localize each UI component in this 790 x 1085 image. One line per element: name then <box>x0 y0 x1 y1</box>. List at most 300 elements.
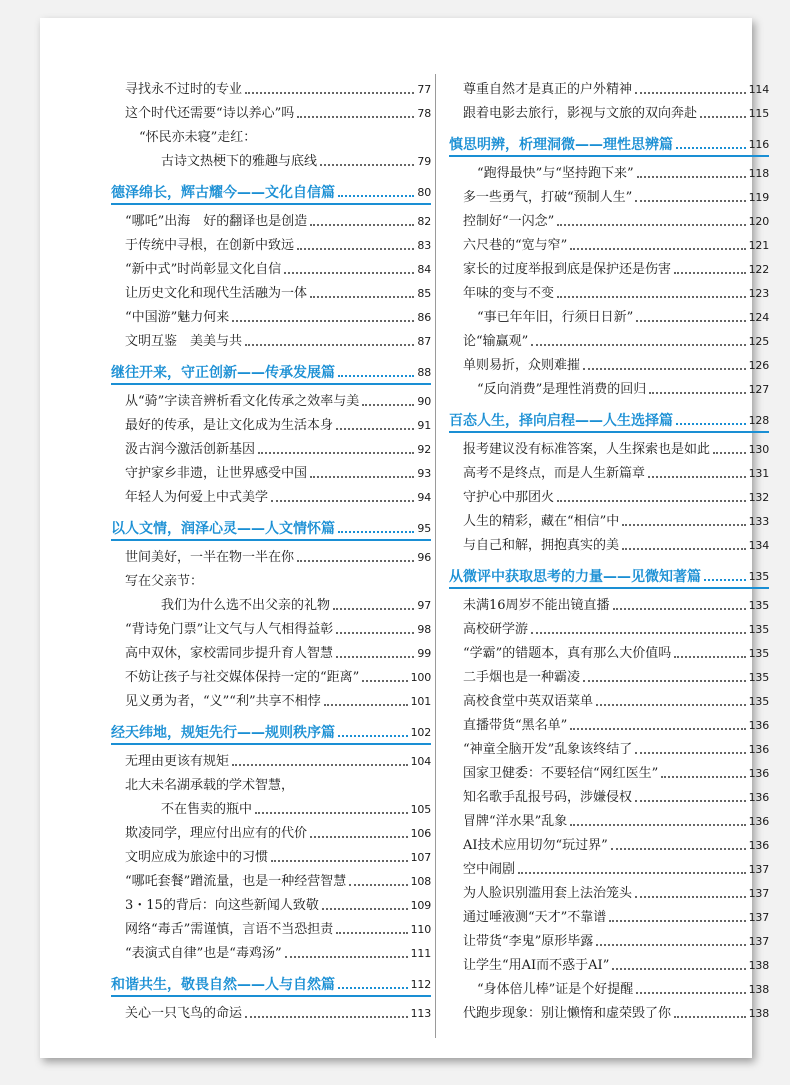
section-underline <box>449 431 769 433</box>
section-title: 和谐共生，敬畏自然——人与自然篇 <box>111 977 335 993</box>
toc-entry <box>111 328 431 350</box>
page-number: 135 <box>748 599 769 612</box>
section-underline <box>111 383 431 385</box>
page-number: 131 <box>748 467 769 480</box>
toc-entry <box>449 664 769 686</box>
dot-leader <box>648 476 746 478</box>
page-number: 137 <box>748 935 769 948</box>
entry-title: 这个时代还需要“诗以养心”吗 <box>125 106 295 121</box>
toc-section-heading <box>111 359 431 381</box>
toc-entry <box>449 616 769 638</box>
entry-title: 高校食堂中英双语菜单 <box>463 694 594 709</box>
toc-entry <box>449 100 769 122</box>
dot-leader <box>258 452 414 454</box>
dot-leader <box>336 632 414 634</box>
dot-leader <box>310 296 414 298</box>
page-number: 88 <box>417 366 431 379</box>
dot-leader <box>613 608 746 610</box>
toc-entry <box>449 760 769 782</box>
dot-leader <box>676 147 746 149</box>
toc-entry <box>111 460 431 482</box>
section-title: 从微评中获取思考的力量——见微知著篇 <box>449 569 701 585</box>
page-number: 137 <box>748 863 769 876</box>
toc-entry <box>111 640 431 662</box>
page-number: 130 <box>748 443 769 456</box>
toc-entry <box>449 328 769 350</box>
entry-title: 最好的传承，是让文化成为生活本身 <box>125 418 334 433</box>
dot-leader <box>245 92 414 94</box>
page-number: 97 <box>417 599 431 612</box>
dot-leader <box>285 956 408 958</box>
entry-title: “怀民亦未寝”走红： <box>139 130 257 145</box>
page-number: 128 <box>748 414 769 427</box>
entry-title: 高校研学游 <box>463 622 529 637</box>
entry-title: 与自己和解，拥抱真实的美 <box>463 538 620 553</box>
entry-title: 文明应成为旅途中的习惯 <box>125 850 269 865</box>
page-number: 118 <box>748 167 769 180</box>
page-number: 93 <box>417 467 431 480</box>
dot-leader <box>338 375 414 377</box>
page-number: 124 <box>748 311 769 324</box>
entry-title: AI技术应用切勿“玩过界” <box>463 838 608 853</box>
page-number: 91 <box>417 419 431 432</box>
entry-title: 年轻人为何爱上中式美学 <box>125 490 269 505</box>
page-number: 136 <box>748 719 769 732</box>
entry-title: 知名歌手乱报号码，涉嫌侵权 <box>463 790 633 805</box>
entry-title: 无理由更该有规矩 <box>125 754 230 769</box>
dot-leader <box>336 656 414 658</box>
dot-leader <box>362 404 414 406</box>
toc-section-heading <box>449 131 769 153</box>
entry-title: “跑得最快”与“坚持跑下来” <box>477 166 634 181</box>
entry-title: 于传统中寻根，在创新中致远 <box>125 238 295 253</box>
toc-entry <box>111 1000 431 1022</box>
page-number: 104 <box>410 755 431 768</box>
dot-leader <box>245 344 414 346</box>
dot-leader <box>676 423 746 425</box>
page-number: 138 <box>748 959 769 972</box>
toc-entry <box>111 772 431 794</box>
toc-entry <box>111 844 431 866</box>
dot-leader <box>232 320 414 322</box>
page-number: 100 <box>410 671 431 684</box>
toc-entry <box>111 916 431 938</box>
toc-section-heading <box>449 407 769 429</box>
page-number: 105 <box>410 803 431 816</box>
toc-entry <box>111 76 431 98</box>
toc-entry <box>449 280 769 302</box>
toc-section-heading <box>111 515 431 537</box>
dot-leader <box>255 812 408 814</box>
dot-leader <box>704 579 746 581</box>
dot-leader <box>636 992 745 994</box>
toc-entry <box>449 484 769 506</box>
toc-entry <box>449 160 769 182</box>
toc-entry <box>111 412 431 434</box>
entry-title: 从“骑”字读音辨析看文化传承之效率与美 <box>125 394 360 409</box>
dot-leader <box>245 1016 408 1018</box>
page-number: 135 <box>748 671 769 684</box>
toc-entry <box>449 592 769 614</box>
entry-title: 我们为什么选不出父亲的礼物 <box>161 598 331 613</box>
dot-leader <box>596 704 746 706</box>
entry-title: 冒牌“洋水果”乱象 <box>463 814 568 829</box>
entry-title: 跟着电影去旅行，影视与文旅的双向奔赴 <box>463 106 698 121</box>
dot-leader <box>596 944 745 946</box>
entry-title: 直播带货“黑名单” <box>463 718 568 733</box>
page-number: 92 <box>417 443 431 456</box>
page-number: 119 <box>748 191 769 204</box>
entry-title: 代跑步现象：别让懒惰和虚荣毁了你 <box>463 1006 672 1021</box>
section-underline <box>111 743 431 745</box>
dot-leader <box>557 296 746 298</box>
page-number: 87 <box>417 335 431 348</box>
toc-entry <box>449 256 769 278</box>
page-number: 86 <box>417 311 431 324</box>
section-title: 以人文情，润泽心灵——人文情怀篇 <box>111 521 335 537</box>
page-number: 110 <box>410 923 431 936</box>
entry-title: 年味的变与不变 <box>463 286 555 301</box>
entry-title: 网络“毒舌”需谨慎，言语不当恐担责 <box>125 922 334 937</box>
dot-leader <box>635 200 745 202</box>
page-number: 83 <box>417 239 431 252</box>
dot-leader <box>338 531 414 533</box>
entry-title: “表演式自律”也是“毒鸡汤” <box>125 946 282 961</box>
toc-entry <box>111 616 431 638</box>
dot-leader <box>583 368 746 370</box>
entry-title: 写在父亲节： <box>125 574 204 589</box>
dot-leader <box>674 272 746 274</box>
entry-title: “事已年年旧，行须日日新” <box>477 310 634 325</box>
entry-title: “哪吒”出海 好的翻译也是创造 <box>125 214 308 229</box>
section-title: 经天纬地，规矩先行——规则秩序篇 <box>111 725 335 741</box>
dot-leader <box>622 548 746 550</box>
dot-leader <box>637 176 746 178</box>
entry-title: 汲古润今激活创新基因 <box>125 442 256 457</box>
toc-entry <box>449 784 769 806</box>
page-number: 137 <box>748 911 769 924</box>
dot-leader <box>310 836 408 838</box>
dot-leader <box>310 476 414 478</box>
dot-leader <box>622 524 745 526</box>
entry-title: 3・15的背后：向这些新闻人致敬 <box>125 898 319 913</box>
entry-title: 尊重自然才是真正的户外精神 <box>463 82 633 97</box>
entry-title: “身体倍儿棒”证是个好提醒 <box>477 982 634 997</box>
page-number: 115 <box>748 107 769 120</box>
entry-title: 论“输赢观” <box>463 334 529 349</box>
page-number: 135 <box>748 623 769 636</box>
toc-entry <box>449 352 769 374</box>
entry-title: 不在售卖的瓶中 <box>161 802 253 817</box>
toc-section-heading <box>449 563 769 585</box>
toc-entry <box>111 388 431 410</box>
entry-title: 欺凌同学，理应付出应有的代价 <box>125 826 308 841</box>
page-number: 125 <box>748 335 769 348</box>
page-number: 99 <box>417 647 431 660</box>
entry-title: 让学生“用AI而不惑于AI” <box>463 958 610 973</box>
dot-leader <box>583 680 746 682</box>
toc-entry <box>449 184 769 206</box>
dot-leader <box>649 392 745 394</box>
dot-leader <box>297 116 414 118</box>
toc-entry <box>111 304 431 326</box>
dot-leader <box>635 896 746 898</box>
page-number: 85 <box>417 287 431 300</box>
entry-title: “学霸”的错题本，真有那么大价值吗 <box>463 646 672 661</box>
page-number: 133 <box>748 515 769 528</box>
toc-entry <box>111 148 431 170</box>
dot-leader <box>338 987 408 989</box>
entry-title: 古诗文热梗下的雅趣与底线 <box>161 154 318 169</box>
toc-entry <box>449 976 769 998</box>
dot-leader <box>557 224 745 226</box>
dot-leader <box>336 428 414 430</box>
page-number: 126 <box>748 359 769 372</box>
toc-entry <box>449 460 769 482</box>
toc-entry <box>111 544 431 566</box>
entry-title: 二手烟也是一种霸凌 <box>463 670 581 685</box>
entry-title: 控制好“一闪念” <box>463 214 555 229</box>
toc-entry <box>111 256 431 278</box>
section-title: 慎思明辨，析理洞微——理性思辨篇 <box>449 137 673 153</box>
page-number: 90 <box>417 395 431 408</box>
page-number: 77 <box>417 83 431 96</box>
dot-leader <box>674 1016 746 1018</box>
dot-leader <box>322 908 408 910</box>
toc-entry <box>111 208 431 230</box>
entry-title: 报考建议没有标准答案，人生探索也是如此 <box>463 442 711 457</box>
dot-leader <box>320 164 414 166</box>
dot-leader <box>271 500 414 502</box>
page-number: 136 <box>748 791 769 804</box>
page-number: 123 <box>748 287 769 300</box>
dot-leader <box>636 320 745 322</box>
page-number: 127 <box>748 383 769 396</box>
page-number: 111 <box>410 947 431 960</box>
entry-title: 高考不是终点，而是人生新篇章 <box>463 466 646 481</box>
page-number: 135 <box>748 647 769 660</box>
entry-title: “哪吒套餐”蹭流量，也是一种经营智慧 <box>125 874 347 889</box>
page-number: 102 <box>410 726 431 739</box>
entry-title: 守护心中那团火 <box>463 490 555 505</box>
dot-leader <box>661 776 745 778</box>
section-underline <box>111 995 431 997</box>
page-number: 135 <box>748 695 769 708</box>
toc-section-heading <box>111 971 431 993</box>
entry-title: 家长的过度举报到底是保护还是伤害 <box>463 262 672 277</box>
toc-entry <box>111 484 431 506</box>
section-underline <box>111 539 431 541</box>
dot-leader <box>635 800 746 802</box>
toc-entry <box>111 748 431 770</box>
dot-leader <box>635 752 745 754</box>
dot-leader <box>333 608 414 610</box>
entry-title: 世间美好，一半在物一半在你 <box>125 550 295 565</box>
page-number: 135 <box>748 570 769 583</box>
dot-leader <box>612 968 745 970</box>
dot-leader <box>570 728 745 730</box>
dot-leader <box>284 272 414 274</box>
page-number: 113 <box>410 1007 431 1020</box>
dot-leader <box>324 704 408 706</box>
toc-entry <box>449 832 769 854</box>
entry-title: 让历史文化和现代生活融为一体 <box>125 286 308 301</box>
entry-title: “中国游”魅力何来 <box>125 310 230 325</box>
page-number: 122 <box>748 263 769 276</box>
dot-leader <box>531 344 745 346</box>
page-number: 120 <box>748 215 769 228</box>
entry-title: “神童全脑开发”乱象该终结了 <box>463 742 633 757</box>
page-number: 136 <box>748 743 769 756</box>
dot-leader <box>570 248 745 250</box>
dot-leader <box>362 680 407 682</box>
toc-entry <box>111 688 431 710</box>
page-number: 98 <box>417 623 431 636</box>
page-number: 107 <box>410 851 431 864</box>
toc-entry <box>449 76 769 98</box>
page-number: 136 <box>748 767 769 780</box>
toc-entry <box>111 124 431 146</box>
page-number: 136 <box>748 815 769 828</box>
toc-entry <box>111 820 431 842</box>
toc-entry <box>111 796 431 818</box>
page-number: 121 <box>748 239 769 252</box>
dot-leader <box>349 884 407 886</box>
toc-entry <box>449 508 769 530</box>
dot-leader <box>310 224 414 226</box>
dot-leader <box>570 824 745 826</box>
toc-entry <box>449 952 769 974</box>
entry-title: 多一些勇气，打破“预制人生” <box>463 190 633 205</box>
toc-entry <box>111 568 431 590</box>
dot-leader <box>271 860 408 862</box>
page-number: 94 <box>417 491 431 504</box>
toc-entry <box>111 232 431 254</box>
dot-leader <box>557 500 746 502</box>
toc-entry <box>111 436 431 458</box>
toc-entry <box>449 808 769 830</box>
page-number: 96 <box>417 551 431 564</box>
entry-title: 高中双休，家校需同步提升育人智慧 <box>125 646 334 661</box>
toc-entry <box>111 892 431 914</box>
page-number: 79 <box>417 155 431 168</box>
dot-leader <box>518 872 746 874</box>
entry-title: 国家卫健委：不要轻信“网红医生” <box>463 766 659 781</box>
toc-entry <box>449 1000 769 1022</box>
page-number: 84 <box>417 263 431 276</box>
toc-entry <box>449 376 769 398</box>
dot-leader <box>531 632 746 634</box>
toc-entry <box>111 868 431 890</box>
dot-leader <box>297 560 414 562</box>
dot-leader <box>338 735 408 737</box>
dot-leader <box>674 656 745 658</box>
entry-title: 不妨让孩子与社交媒体保持一定的“距离” <box>125 670 360 685</box>
entry-title: 守护家乡非遗，让世界感受中国 <box>125 466 308 481</box>
page-number: 80 <box>417 186 431 199</box>
entry-title: 见义勇为者，“义”“利”共享不相悖 <box>125 694 321 709</box>
entry-title: 通过唾液测“天才”不靠谱 <box>463 910 607 925</box>
entry-title: 文明互鉴 美美与共 <box>125 334 243 349</box>
entry-title: 六尺巷的“宽与窄” <box>463 238 568 253</box>
dot-leader <box>713 452 746 454</box>
toc-entry <box>449 232 769 254</box>
toc-entry <box>449 304 769 326</box>
dot-leader <box>609 920 745 922</box>
entry-title: 未满16周岁不能出镜直播 <box>463 598 610 613</box>
toc-entry <box>449 436 769 458</box>
page-number: 116 <box>748 138 769 151</box>
toc-entry <box>449 208 769 230</box>
page-number: 106 <box>410 827 431 840</box>
entry-title: 空中闹剧 <box>463 862 516 877</box>
book-toc-page <box>40 18 769 1058</box>
toc-entry <box>449 856 769 878</box>
page-number: 78 <box>417 107 431 120</box>
entry-title: 单则易折，众则难摧 <box>463 358 581 373</box>
toc-entry <box>111 100 431 122</box>
dot-leader <box>635 92 746 94</box>
toc-section-heading <box>111 179 431 201</box>
dot-leader <box>338 195 414 197</box>
dot-leader <box>336 932 407 934</box>
toc-entry <box>449 904 769 926</box>
page-number: 82 <box>417 215 431 228</box>
section-underline <box>449 587 769 589</box>
entry-title: 关心一只飞鸟的命运 <box>125 1006 243 1021</box>
toc-entry <box>111 280 431 302</box>
entry-title: “新中式”时尚彰显文化自信 <box>125 262 282 277</box>
toc-entry <box>449 532 769 554</box>
toc-entry <box>111 664 431 686</box>
section-title: 百态人生，择向启程——人生选择篇 <box>449 413 673 429</box>
page-number: 137 <box>748 887 769 900</box>
section-underline <box>111 203 431 205</box>
page-number: 101 <box>410 695 431 708</box>
entry-title: 为人脸识别滥用套上法治笼头 <box>463 886 633 901</box>
entry-title: 北大未名湖承载的学术智慧， <box>125 778 295 793</box>
page-number: 114 <box>748 83 769 96</box>
dot-leader <box>611 848 746 850</box>
page-number: 132 <box>748 491 769 504</box>
toc-entry <box>449 736 769 758</box>
toc-entry <box>111 592 431 614</box>
entry-title: “背诗免门票”让文气与人气相得益彰 <box>125 622 334 637</box>
dot-leader <box>297 248 414 250</box>
toc-entry <box>449 928 769 950</box>
section-title: 继往开来，守正创新——传承发展篇 <box>111 365 335 381</box>
toc-section-heading <box>111 719 431 741</box>
page-number: 112 <box>410 978 431 991</box>
dot-leader <box>700 116 746 118</box>
page-number: 109 <box>410 899 431 912</box>
page-number: 134 <box>748 539 769 552</box>
toc-entry <box>449 688 769 710</box>
section-title: 德泽绵长，辉古耀今——文化自信篇 <box>111 185 335 201</box>
toc-entry <box>449 712 769 734</box>
entry-title: “反向消费”是理性消费的回归 <box>477 382 647 397</box>
entry-title: 寻找永不过时的专业 <box>125 82 243 97</box>
page-number: 136 <box>748 839 769 852</box>
page-number: 108 <box>410 875 431 888</box>
toc-entry <box>449 880 769 902</box>
page-number: 95 <box>417 522 431 535</box>
dot-leader <box>232 764 408 766</box>
page-number: 138 <box>748 983 769 996</box>
toc-entry <box>111 940 431 962</box>
page-number: 138 <box>748 1007 769 1020</box>
toc-entry <box>449 640 769 662</box>
